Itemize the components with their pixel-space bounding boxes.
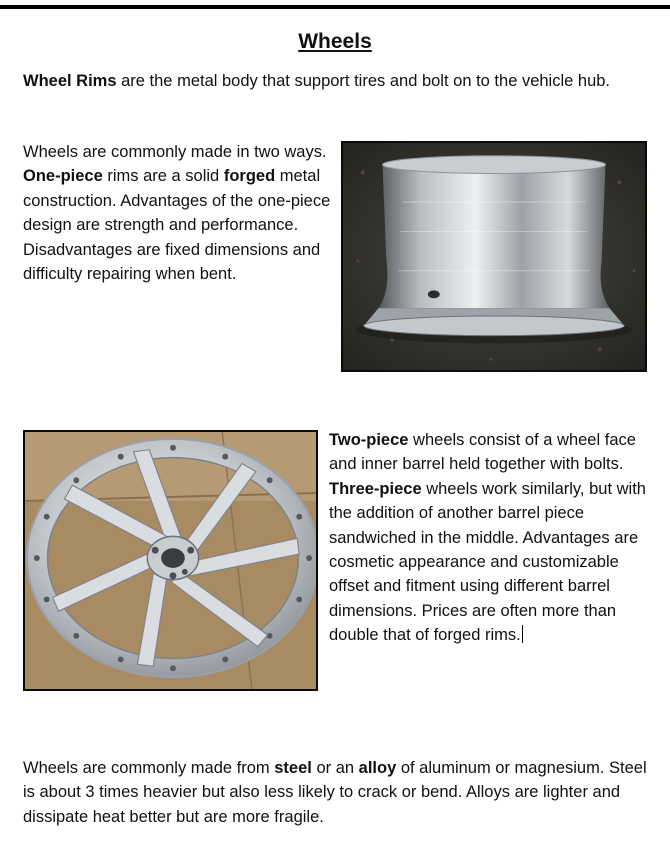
one-piece-rim-photo <box>341 141 647 372</box>
materials-paragraph: Wheels are commonly made from steel or an alloy of aluminum or magnesium. Steel is about 3 times heavier but also less likely to crack or bend. Alloys are lighter and dissipate heat better but are more fragile. <box>23 759 647 826</box>
multi-piece-paragraph: Two-piece wheels consist of a wheel face and inner barrel held together with bolts. Three-piece wheels work similarly, but with the addition of another barrel piece sandwiched in the middle. Advantages are cosmetic appearance and customizable offset and fitment using different barrel dimensions. Prices are often more than double that of forged rims. <box>329 431 646 645</box>
page-title: Wheels <box>298 30 372 53</box>
term-steel: steel <box>274 759 312 777</box>
term-alloy: alloy <box>358 759 397 777</box>
term-wheel-rims: Wheel Rims <box>23 72 117 90</box>
term-forged: forged <box>223 167 276 186</box>
term-two-piece: Two-piece <box>329 431 409 449</box>
top-rule <box>0 5 670 9</box>
term-one-piece: One-piece <box>23 167 103 186</box>
multi-piece-wheel-face-photo <box>23 430 318 691</box>
intro-paragraph: Wheel Rims are the metal body that support tires and bolt on to the vehicle hub. <box>23 72 611 90</box>
text-cursor <box>522 625 523 643</box>
one-piece-paragraph: Wheels are commonly made in two ways. One-piece rims are a solid forged metal construction. Advantages of the one-piece design are strength and performance. Disadvantages are fixed dimensions and difficulty repairing when bent. <box>23 143 331 284</box>
term-three-piece: Three-piece <box>329 479 422 498</box>
